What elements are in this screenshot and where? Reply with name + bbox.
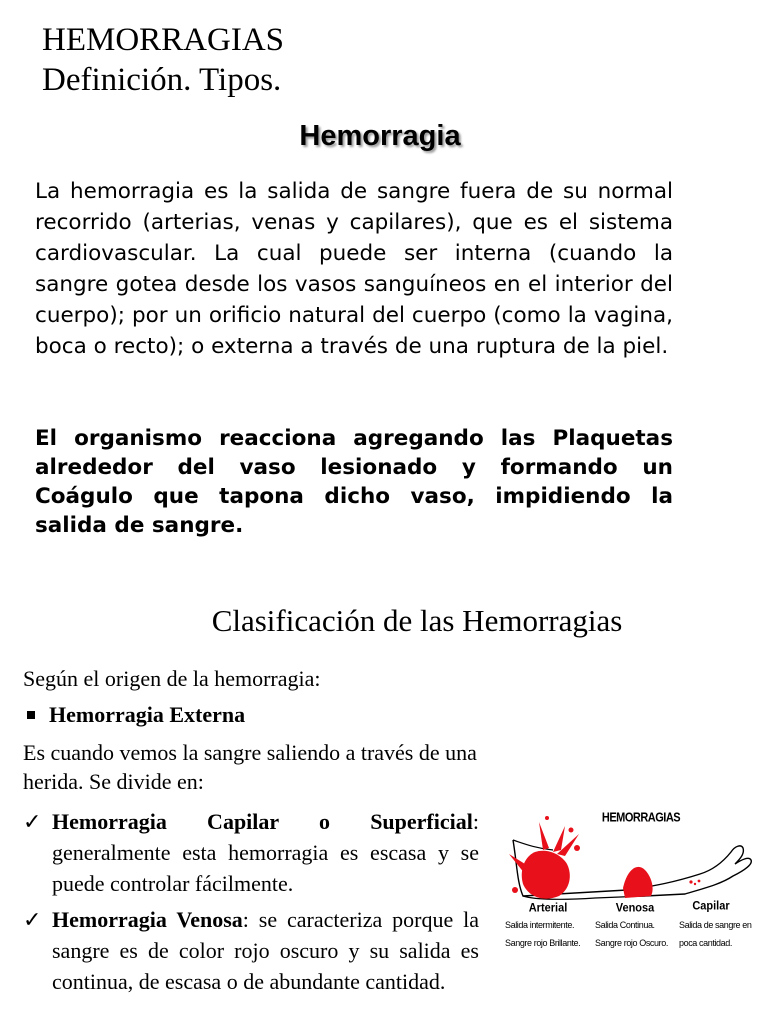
title-line-1: HEMORRAGIAS [42,22,285,58]
capillary-term: Hemorragia Capilar o Superficial [52,809,473,834]
origin-intro: Según el origen de la hemorragia: [23,666,321,691]
venous-label: Venosa [615,901,655,915]
title-line-2: Definición. Tipos. [42,62,282,98]
venous-text [52,904,479,997]
capillary-desc: generalmente esta hemorragia es escasa y se puede controlar fácilmente. [52,840,479,896]
venous-term: Hemorragia Venosa [52,907,243,932]
arterial-line-1: Salida intermitente. [505,920,575,930]
venous-blood [623,867,653,898]
checkmark-icon: ✓ [23,809,42,834]
classification-title: Clasificación de las Hemorragias [211,603,623,638]
capillary-line-1: Salida de sangre en [679,920,752,930]
hemorrhage-illustration [495,804,763,966]
illustration-title: HEMORRAGIAS [601,811,681,825]
external-description: Es cuando vemos la sangre saliendo a través de una herida. Se divide en: [23,740,477,794]
bullet-external [23,702,245,728]
square-bullet-icon [27,711,35,719]
venous-line-2: Sangre rojo Oscuro. [595,938,668,948]
capillary-label: Capilar [692,899,730,913]
checkmark-icon: ✓ [23,907,42,932]
definition-paragraph: La hemorragia es la salida de sangre fuera de su normal recorrido (arterias, venas y capilares), que es el sistema cardiovascular. La cual puede ser interna (cuando la sangre gotea desde los vasos sanguíneos en el interior del cuerpo); por un orificio natural del cuerpo (como la vagina, boca o recto); o externa a través de una ruptura de la piel. [35,179,673,359]
bullet-external-label: Hemorragia Externa [49,702,246,727]
document-title [42,20,542,100]
section-heading: Hemorragia [299,120,461,152]
capillary-blood [689,880,700,886]
capillary-line-2: poca cantidad. [679,938,732,948]
reaction-paragraph: El organismo reacciona agregando las Plaquetas alrededor del vaso lesionado y formando un Coágulo que tapona dicho vaso, impidiendo la salida de sangre. [35,426,673,538]
venous-item [23,904,479,997]
venous-line-1: Salida Continua. [595,920,655,930]
venous-desc: : se caracteriza porque la sangre es de color rojo oscuro y su salida es continua, de escasa o de abundante cantidad. [52,907,479,994]
arterial-label: Arterial [528,901,568,915]
arterial-line-2: Sangre rojo Brillante. [505,938,581,948]
capillary-text [52,806,479,899]
capillary-colon: : [472,809,479,834]
capillary-item [23,806,479,899]
